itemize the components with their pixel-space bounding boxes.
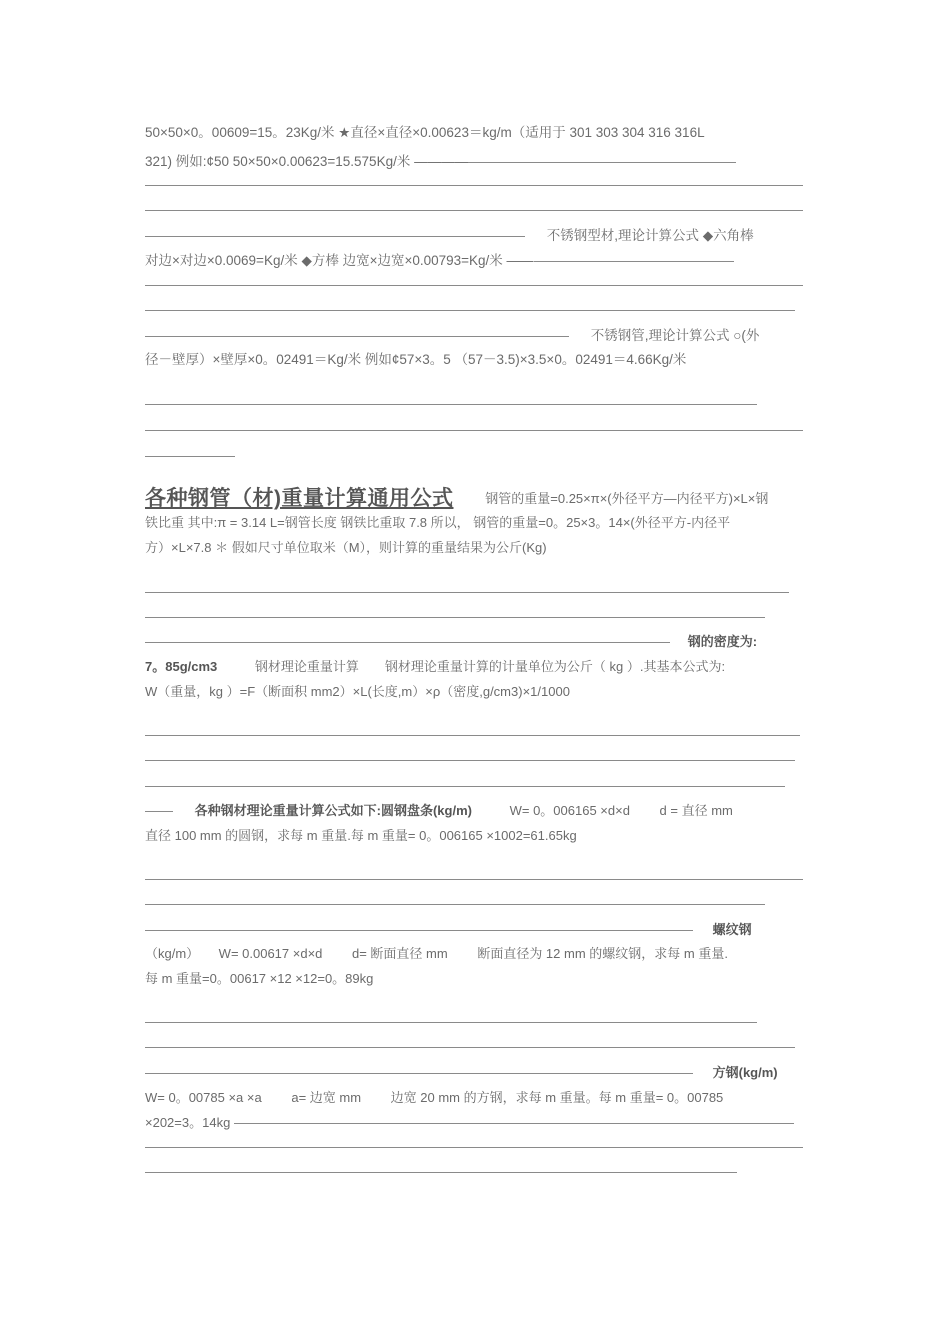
separator-line [145,735,800,736]
pipe-weight-formula: 钢管的重量=0.25×π×(外径平方—内径平方)×L×钢 [485,491,769,506]
rebar-line-1: （kg/m） W= 0.00617 ×d×d d= 断面直径 mm 断面直径为 12 mm 的螺纹钢，求每 m 重量. [145,946,728,961]
separator-line [145,1047,795,1048]
rebar-title-line [145,920,752,940]
rebar-title: 螺纹钢 [712,922,752,937]
separator-line [145,642,670,643]
separator-line [145,879,803,880]
round-bar-formula: W= 0。006165 ×d×d d = 直径 mm [509,803,733,818]
density-line-1 [145,632,757,652]
separator-line [145,310,795,311]
separator-line [145,811,173,812]
separator-line [145,1147,803,1148]
round-bar-title: 各种钢材理论重量计算公式如下:圆钢盘条(kg/m) [194,803,472,818]
general-line-1 [145,486,768,514]
theoretical-weight-intro: 钢材理论重量计算 钢材理论重量计算的计量单位为公斤（ kg ）.其基本公式为: [254,659,726,674]
separator-line [145,760,795,761]
separator-line [145,210,803,211]
stainless-profile-title: 不锈钢型材,理论计算公式 ◆六角棒 [546,228,754,243]
square-bar-title-line [145,1063,778,1083]
separator-line [145,456,235,457]
stainless-pipe-line-1 [145,326,759,346]
separator-line [145,1073,693,1074]
separator-line [145,285,803,286]
separator-line [145,904,765,905]
separator-line [234,1123,794,1124]
separator-line [145,930,693,931]
stainless-profile-formulas: 对边×对边×0.0069=Kg/米 ◆方棒 边宽×边宽×0.00793=Kg/米 —— [145,253,534,268]
square-bar-line-1: W= 0。00785 ×a ×a a= 边宽 mm 边宽 20 mm 的方钢，求每 m 重量。每 m 重量= 0。00785 [145,1090,724,1105]
density-label: 钢的密度为: [687,634,758,649]
general-heading: 各种钢管（材)重量计算通用公式 [145,487,454,510]
stainless-plate-line-2 [145,152,742,172]
separator-line [145,1022,757,1023]
rebar-line-2: 每 m 重量=0。00617 ×12 ×12=0。89kg [145,971,374,986]
general-line-3: 方）×L×7.8 ＊ 假如尺寸单位取米（M），则计算的重量结果为公斤(Kg) [145,540,547,555]
density-value: 7。85g/cm3 [145,659,218,674]
stainless-profile-line-2 [145,251,740,271]
separator-line [145,185,803,186]
round-bar-line-1 [145,801,733,821]
separator-line [145,1172,737,1173]
stainless-pipe-title: 不锈钢管,理论计算公式 ○(外 [590,328,760,343]
separator-line [145,336,569,337]
separator-line [534,261,734,262]
separator-line [145,404,757,405]
stainless-plate-example: 321) 例如:¢50 50×50×0.00623=15.575Kg/米 ———— [145,154,469,169]
stainless-plate-line-1: 50×50×0。00609=15。23Kg/米 ★直径×直径×0.00623＝kg/m（适用于 301 303 304 316 316L [145,125,705,140]
basic-formula: W（重量，kg ）=F（断面积 mm2）×L(长度,m）×ρ（密度,g/cm3)×1/1000 [145,684,570,699]
square-bar-result: ×202=3。14kg [145,1115,231,1130]
separator-line [145,617,765,618]
separator-line [145,430,803,431]
round-bar-example: 直径 100 mm 的圆钢，求每 m 重量.每 m 重量= 0。006165 ×1002=61.65kg [145,828,577,843]
separator-line [145,592,789,593]
general-line-2: 铁比重 其中:π = 3.14 L=钢管长度 钢铁比重取 7.8 所以， 钢管的重量=0。25×3。14×(外径平方-内径平 [145,515,731,530]
separator-line [145,236,525,237]
stainless-pipe-line-2: 径－壁厚）×壁厚×0。02491＝Kg/米 例如¢57×3。5 （57－3.5)×3.5×0。02491＝4.66Kg/米 [145,352,687,367]
separator-line [468,162,736,163]
separator-line [145,786,785,787]
stainless-profile-line-1 [145,226,754,246]
density-line-2 [145,657,725,677]
square-bar-line-2 [145,1113,800,1133]
square-bar-title: 方钢(kg/m) [712,1065,778,1080]
